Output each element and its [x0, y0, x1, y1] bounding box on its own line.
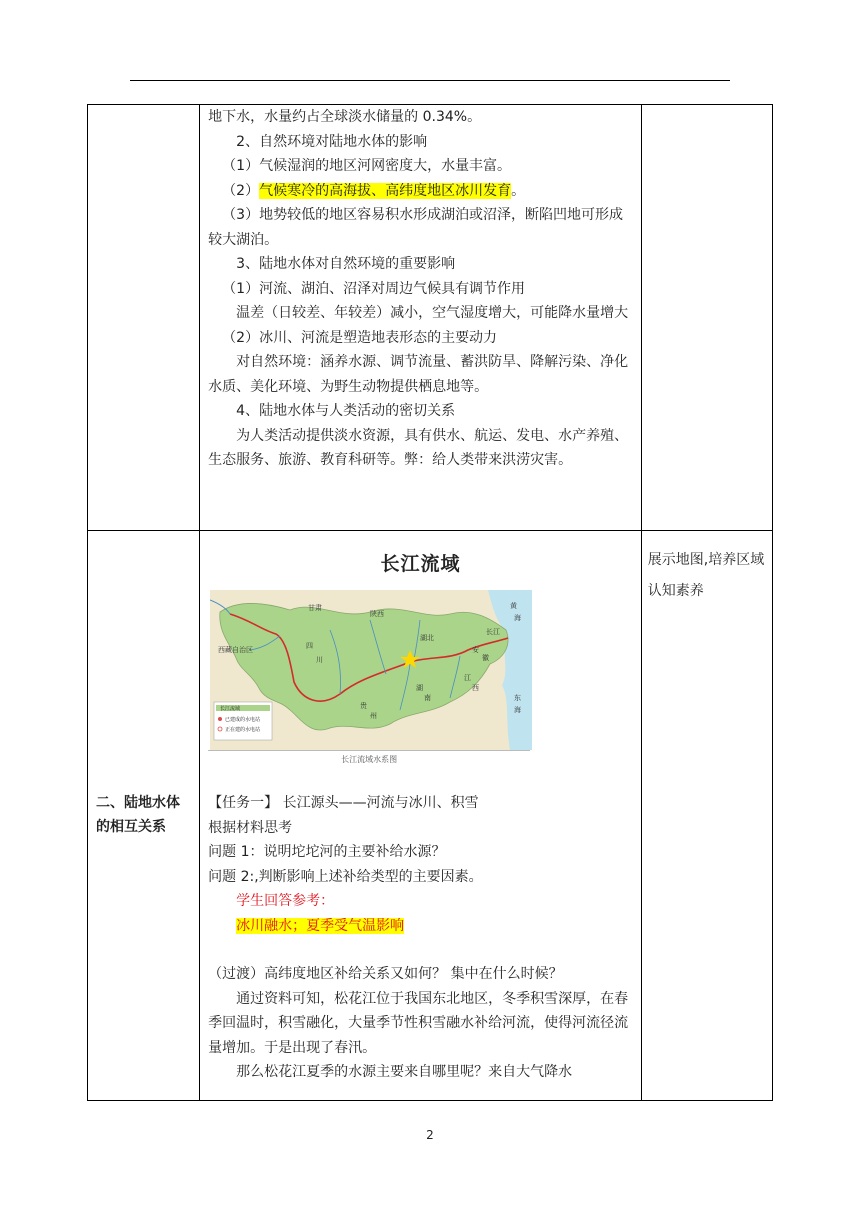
content-cell — [200, 105, 642, 531]
question: 问题 1：说明坨坨河的主要补给水源？ — [208, 844, 446, 860]
map-label: 四 — [306, 642, 314, 650]
text-line: （2）冰川、河流是塑造地表形态的主要动力 — [222, 329, 498, 346]
answer-text: 冰川融水；夏季受气温影响 — [236, 917, 405, 934]
map-caption: 长江流域水系图 — [208, 750, 530, 765]
map-label: 川 — [316, 656, 324, 664]
text-line: 通过资料可知，松花江位于我国东北地区，冬季积雪深厚，在春季回温时，积雪融化，大量季节性积雪融水补给河流，使得河流径流量增加。于是出现了春汛。 — [208, 990, 629, 1056]
table-row — [88, 105, 773, 531]
map-label: 甘肃 — [308, 604, 323, 612]
text-line — [208, 179, 633, 204]
legend-item: 长江流域 — [220, 706, 241, 712]
map-label: 湖 — [416, 684, 424, 692]
text-line: 2、自然环境对陆地水体的影响 — [236, 133, 428, 150]
map-label: 黄 — [510, 602, 518, 610]
map-label: 西 — [472, 684, 480, 692]
map-label: 陕西 — [370, 610, 385, 618]
map-label: 江 — [464, 674, 472, 682]
map-label: 安 — [472, 646, 480, 654]
header-rule — [130, 80, 730, 81]
legend-item: 已建成的水电站 — [225, 717, 261, 723]
text-line: （过渡）高纬度地区补给关系又如何？ 集中在什么时候？ — [208, 966, 563, 982]
map-label: 州 — [370, 712, 378, 720]
page-number: 2 — [426, 1128, 434, 1142]
text-line: （1）河流、湖泊、沼泽对周边气候具有调节作用 — [222, 280, 526, 297]
map-label: 长江 — [486, 628, 501, 636]
text-line: （3）地势较低的地区容易积水形成湖泊或沼泽，断陷凹地可形成较大湖泊。 — [208, 207, 624, 248]
text-line: （1）气候湿润的地区河网密度大，水量丰富。 — [222, 158, 512, 174]
answer-label-text: 学生回答参考： — [236, 893, 335, 909]
content-cell — [200, 531, 642, 1101]
text-line: 4、陆地水体与人类活动的密切关系 — [236, 403, 456, 419]
map-label: 徽 — [482, 654, 490, 662]
task-title: 【任务一】 长江源头——河流与冰川、积雪 — [208, 795, 479, 811]
map-label: 湖北 — [420, 634, 435, 642]
answer-line — [208, 914, 633, 939]
map-label: 东 — [514, 694, 522, 702]
lesson-table — [87, 104, 773, 1101]
map-title: 长江流域 — [380, 553, 461, 575]
map-label: 海 — [514, 706, 522, 714]
text-line: 地下水，水量约占全球淡水储量的 0.34%。 — [208, 109, 482, 125]
map-label: 海 — [514, 614, 522, 622]
blank-line — [208, 938, 633, 962]
map-label: 西藏自治区 — [218, 646, 254, 654]
content-text — [200, 791, 641, 1085]
text-line: 那么松花江夏季的水源主要来自哪里呢？来自大气降水 — [236, 1064, 573, 1080]
note-cell — [641, 105, 772, 531]
yangtze-basin-map — [210, 590, 532, 750]
content-text — [200, 105, 641, 473]
text-line: 为人类活动提供淡水资源，具有供水、航运、发电、水产养殖、生态服务、旅游、教育科研等。弊：给人类带来洪涝灾害。 — [208, 427, 629, 468]
text-line: 对自然环境：涵养水源、调节流量、蓄洪防旱、降解污染、净化水质、美化环境、为野生动物提供栖息地等。 — [208, 354, 629, 395]
section-cell — [88, 531, 200, 1101]
teaching-note: 展示地图,培养区域认知素养 — [647, 552, 765, 599]
legend-item: 正在建的水电站 — [225, 727, 261, 733]
text-line: 3、陆地水体对自然环境的重要影响 — [236, 256, 456, 272]
question: 问题 2:,判断影响上述补给类型的主要因素。 — [208, 868, 483, 885]
highlighted-text: 气候寒冷的高海拔、高纬度地区冰川发育 — [259, 182, 512, 199]
answer-label — [208, 889, 633, 914]
map-image — [210, 590, 532, 750]
map-label: 南 — [424, 694, 432, 702]
text-line: 温差（日较差、年较差）减小，空气湿度增大，可能降水量增大 — [236, 305, 629, 321]
note-cell — [641, 531, 772, 1101]
text-line: 根据材料思考 — [208, 819, 293, 836]
section-cell — [88, 105, 200, 531]
section-label: 二、陆地水体的相互关系 — [96, 795, 180, 835]
table-row — [88, 531, 773, 1101]
map-label: 贵 — [360, 702, 368, 710]
text-fragment: （2） — [222, 182, 260, 199]
text-fragment: 。 — [511, 182, 526, 199]
